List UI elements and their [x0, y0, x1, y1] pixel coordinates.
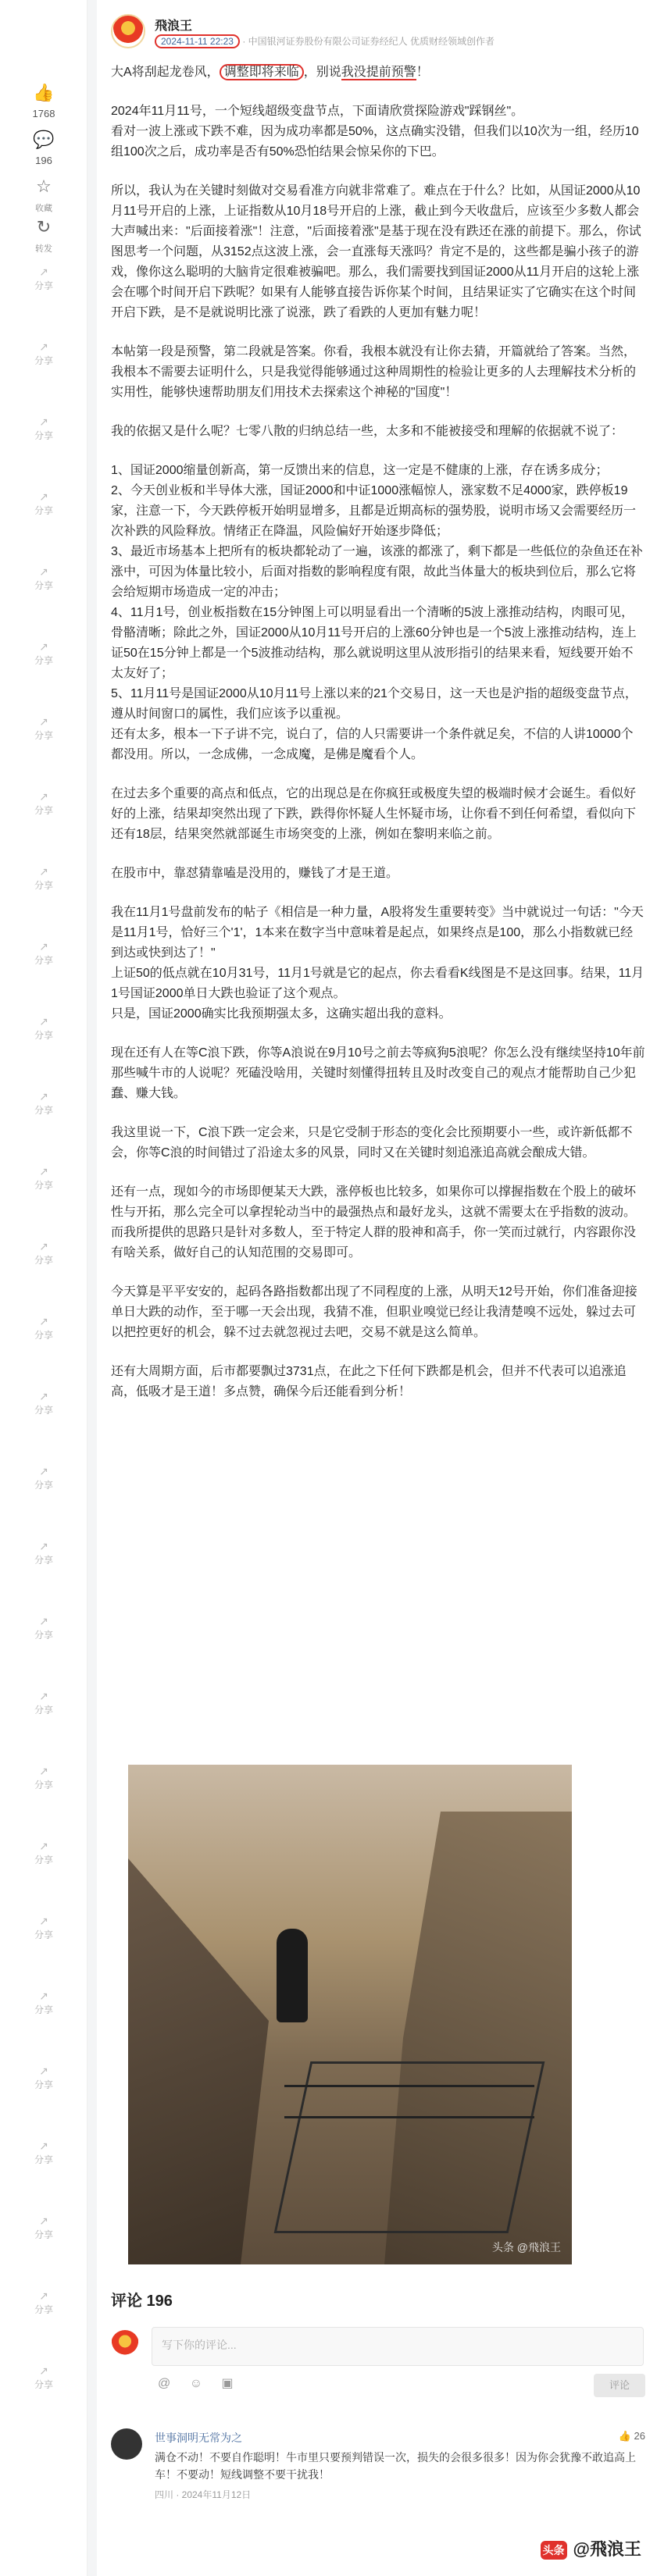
toutiao-logo: 头条 — [541, 2541, 567, 2560]
share-action[interactable] — [0, 2065, 87, 2091]
share-icon: ↗ — [39, 1390, 48, 1402]
share-label: 分享 — [34, 1705, 53, 1716]
share-icon: ↗ — [39, 1465, 48, 1477]
share-label: 分享 — [34, 1180, 53, 1191]
share-action[interactable] — [0, 2140, 87, 2166]
share-icon: ↗ — [39, 1090, 48, 1103]
share-label: 分享 — [34, 880, 53, 891]
share-label: 分享 — [34, 1405, 53, 1416]
share-label: 分享 — [34, 2079, 53, 2090]
share-label: 分享 — [34, 1555, 53, 1566]
forward-action[interactable] — [0, 216, 87, 255]
article-paragraph: 现在还有人在等C浪下跌，你等A浪说在9月10号之前去等疯狗5浪呢？你怎么没有继续坚持10年前那些喊牛市的人说呢？死磕没啥用，关键时刻懂得扭转且及时改变自己的观点才能帮助自己少犯蠢、赚大钱。 — [111, 1046, 645, 1100]
share-icon: ↗ — [39, 265, 48, 278]
comment-icon: 💬 — [33, 130, 55, 149]
article-paragraph: 我在11月1号盘前发布的帖子《相信是一种力量，A股将发生重要转变》当中就说过一句话："今天是11月1号，恰好三个'1'，1本来在数字当中意味着是起点，如果终点是100，那么小指数就已经到达或快到达了！" 上证50的低点就在10月31号，11月1号就是它的起点，你去看看K线图是不是这回事。结果，11月1号国证2000单日大跌也验证了这个观点。 只是，国证2000确实比我预期强太多，这确实超出我的意料。 — [111, 906, 645, 1021]
share-icon: ↗ — [39, 2214, 48, 2227]
platform-rail — [284, 2085, 534, 2087]
share-action[interactable] — [0, 1615, 87, 1641]
comment-meta: 四川 · 2024年11月12日 — [155, 2489, 252, 2500]
forward-icon: ↻ — [36, 217, 52, 237]
star-icon: ☆ — [36, 176, 52, 196]
share-action[interactable] — [0, 1390, 87, 1416]
comment-text: 满仓不动！不要自作聪明！牛市里只要预判错误一次，损失的会很多很多！因为你会犹豫不敢追高上车！不要动！短线调整不要干扰我！ — [155, 2451, 636, 2481]
share-icon: ↗ — [39, 1240, 48, 1252]
article-body — [111, 62, 645, 1421]
share-action[interactable] — [0, 2214, 87, 2241]
share-icon: ↗ — [39, 1990, 48, 2002]
publish-date: 2024-11-11 22:23 — [155, 34, 240, 48]
platform-frame — [274, 2061, 545, 2233]
share-icon: ↗ — [39, 1315, 48, 1327]
circled-phrase: 调整即将来临 — [220, 64, 304, 80]
watermark-handle: @飛浪王 — [573, 2539, 641, 2559]
share-icon: ↗ — [39, 640, 48, 653]
share-label: 分享 — [34, 2229, 53, 2240]
comment-submit-button[interactable]: 评论 — [594, 2374, 645, 2397]
share-action[interactable] — [0, 1465, 87, 1491]
article-photo[interactable] — [128, 1765, 572, 2264]
collect-action[interactable] — [0, 175, 87, 214]
article-paragraph: 1、国证2000缩量创新高，第一反馈出来的信息，这一定是不健康的上涨，存在诱多成分； 2、今天创业板和半导体大涨，国证2000和中证1000涨幅惊人，涨家数不足4000家，跌停板19家，注意一下，今天跌停板开始明显增多，且都是近期高标的强势股，说明市场又会需要经历一次补跌的风险释放。情绪正在降温，风险偏好开始逐步降低； 3、最近市场基本上把所有的板块都轮动了一遍，该涨的都涨了，剩下都是一些低位的杂鱼还在补涨中，可因为体量比较小，后面对指数的影响程度有限，故此当体量大的板块到位后，那么它将会给短期市场造成一定的冲击； 4、11月1号，创业板指数在15分钟图上可以明显看出一个清晰的5波上涨推动结构，肉眼可见，骨骼清晰；除此之外，国证2000从10月11号开启的上涨60分钟也是一个5波上涨推动结构，连上证50在15分钟上都是一个5波推动结构，那么就说明这里从波形指引的结果来看，短线要开始不太友好了； 5、11月11号是国证2000从10月11号上涨以来的21个交易日，这一天也是沪指的超级变盘节点，遵从时间窗口的属性，我们应该予以重视。 还有太多，根本一下子讲不完，说白了，信的人只需要讲一个条件就足矣，不信的人讲10000个都没用。所以，一念成佛，一念成魔，是佛是魔看个人。 — [111, 464, 643, 761]
like-action[interactable] — [0, 81, 87, 119]
share-icon: ↗ — [39, 790, 48, 803]
collect-label: 收藏 — [35, 204, 52, 213]
article-paragraph: 今天算是平平安安的，起码各路指数都出现了不同程度的上涨，从明天12号开始，你们准备迎接单日大跌的动作，至于哪一天会出现，我猜不准，但职业嗅觉已经让我清楚嗅不远处，躲过去可以把控更好的机会，躲不过去就忽视过去吧，交易不就是这么简单。 — [111, 1285, 637, 1339]
share-action[interactable] — [0, 415, 87, 442]
share-action[interactable] — [0, 1315, 87, 1341]
share-action[interactable] — [0, 1540, 87, 1566]
share-action[interactable] — [0, 1240, 87, 1267]
platform-rail — [284, 2116, 534, 2118]
like-count: 1768 — [32, 108, 55, 119]
watermark-badge — [541, 2536, 641, 2560]
share-icon: ↗ — [39, 940, 48, 953]
share-action[interactable] — [0, 2289, 87, 2316]
share-action[interactable] — [0, 790, 87, 817]
thumbs-up-icon: 👍 — [33, 83, 55, 102]
share-action[interactable] — [0, 1165, 87, 1192]
share-label: 分享 — [34, 2004, 53, 2015]
share-icon: ↗ — [39, 1840, 48, 1852]
share-action[interactable] — [0, 1990, 87, 2016]
share-action[interactable] — [0, 490, 87, 517]
article-paragraph: 我的依据又是什么呢？七零八散的归纳总结一些，太多和不能被接受和理解的依据就不说了： — [111, 425, 624, 438]
share-label: 分享 — [34, 355, 53, 366]
share-action[interactable] — [0, 940, 87, 967]
comment-action[interactable] — [0, 128, 87, 166]
share-label: 分享 — [34, 730, 53, 741]
share-label: 分享 — [34, 2379, 53, 2390]
share-icon: ↗ — [39, 1165, 48, 1178]
share-action[interactable] — [0, 1690, 87, 1716]
share-icon: ↗ — [39, 2140, 48, 2152]
share-icon: ↗ — [39, 1690, 48, 1702]
article-paragraph: 还有大周期方面，后市都要飘过3731点，在此之下任何下跌都是机会，但并不代表可以追涨追高，低吸才是王道！多点赞，确保今后还能看到分析！ — [111, 1365, 627, 1398]
author-avatar[interactable] — [111, 14, 145, 48]
comment-like-count: 26 — [634, 2430, 645, 2442]
share-icon: ↗ — [39, 1540, 48, 1552]
photo-watermark: 头条 @飛浪王 — [491, 2241, 561, 2254]
article-paragraph: 在过去多个重要的高点和低点，它的出现总是在你疯狂或极度失望的极端时候才会诞生。看似好好的上涨，结果却突然出现了下跌，跌得你怀疑人生怀疑市场，让你看不到任何希望，看似向下还有18层，结果突然就部诞生市场突变的上涨，例如在黎明来临之前。 — [111, 787, 637, 841]
share-label: 分享 — [34, 1780, 53, 1790]
article-paragraph: 还有一点，现如今的市场即便某天大跌，涨停板也比较多，如果你可以撑握指数在个股上的破坏性与开拓，那么完全可以拿捏轮动当中的最强热点和最好龙头，这就不需要太在乎指数的波动。而我所提供的思路只是针对多数人，至于特定人群的股神和高手，你一笑而过就行，内容跟你没有啥关系，做好自己的认知范围的交易即可。 — [111, 1185, 637, 1259]
article-paragraph: 本帖第一段是预警，第二段就是答案。你看，我根本就没有让你去猜，开篇就给了答案。当然，我根本不需要去证明什么，只是我觉得能够通过这种周期性的检验让更多的人去理解技术分析的实用性，能够快速帮助朋友们用技术去探索这个神秘的"国度"！ — [111, 345, 637, 399]
share-action[interactable] — [0, 865, 87, 892]
person-figure — [277, 1929, 308, 2022]
share-action[interactable] — [0, 2364, 87, 2391]
share-label: 分享 — [34, 505, 53, 516]
share-label: 分享 — [34, 1105, 53, 1116]
share-action[interactable] — [0, 1090, 87, 1117]
cliff-left — [128, 1858, 269, 2264]
share-action[interactable] — [0, 1915, 87, 1941]
article-paragraph: 2024年11月11号，一个短线超级变盘节点，下面请欣赏探险游戏"踩钢丝"。 看对一波上涨或下跌不难，因为成功率都是50%，这点确实没错，但我们以10次为一组，经历10组100次之后，成功率是否有50%恐怕结果会惊呆你的下巴。 — [111, 105, 639, 159]
comment-composer — [111, 2327, 645, 2413]
share-icon: ↗ — [39, 490, 48, 503]
article-paragraph: 在股市中，靠怼猜靠嗑是没用的，赚钱了才是王道。 — [111, 867, 399, 880]
share-label: 分享 — [34, 280, 53, 291]
article-lead: 大A将刮起龙卷风， 调整即将来临 ，别说我没提前预警！ — [111, 66, 429, 79]
share-label: 分享 — [34, 1855, 53, 1865]
share-action[interactable] — [0, 565, 87, 592]
author-meta — [155, 34, 495, 48]
comment-input[interactable]: 写下你的评论... — [152, 2327, 644, 2366]
article-paragraphs — [111, 102, 645, 1402]
share-label: 分享 — [34, 655, 53, 666]
article-paragraph: 所以，我认为在关键时刻做对交易看准方向就非常难了。难点在于什么？比如，从国证2000从10月11号开启的上涨，上证指数从10月18号开启的上涨，截止到今天收盘后，应该至少多数人都会大声喊出来："后面接着涨"！注意，"后面接着涨"是基于现在没有跌还在涨的前提下。那么，你试图思考一个问题，从3152点这波上涨，会一直涨每天涨吗？肯定不是的，这些都是骗小孩子的游戏，像你这么聪明的大脑肯定很难被骗吧。那么，我们需要找到国证2000从11月开启的这轮上涨会在哪个时间开启下跌呢？如果有人能够直接告诉你某个时间，且结果证实了它确实在这个时间开启下跌，是不是就说明比涨了说涨，跌了看跌的人更加有魅力呢！ — [111, 184, 641, 319]
share-icon: ↗ — [39, 2364, 48, 2377]
share-label: 分享 — [34, 2304, 53, 2315]
share-action[interactable] — [0, 1840, 87, 1866]
commenter-avatar[interactable] — [111, 2428, 142, 2460]
share-icon: ↗ — [39, 2289, 48, 2302]
comment-like[interactable]: 👍 26 — [618, 2430, 645, 2442]
share-label: 分享 — [34, 1480, 53, 1491]
user-avatar — [111, 2330, 139, 2358]
share-action[interactable] — [0, 715, 87, 742]
share-label: 分享 — [34, 1630, 53, 1641]
underlined-phrase: 我没提前预警 — [341, 66, 416, 79]
share-icon: ↗ — [39, 1765, 48, 1777]
share-icon: ↗ — [39, 1015, 48, 1028]
share-label: 分享 — [34, 1030, 53, 1041]
share-label: 分享 — [34, 430, 53, 441]
share-label: 分享 — [34, 1255, 53, 1266]
share-icon: ↗ — [39, 1915, 48, 1927]
share-action[interactable] — [0, 265, 87, 292]
share-action[interactable] — [0, 340, 87, 367]
comment-count: 196 — [35, 155, 52, 166]
share-icon: ↗ — [39, 340, 48, 353]
share-label: 分享 — [34, 1929, 53, 1940]
share-icon: ↗ — [39, 715, 48, 728]
author-credential: · 中国银河证券股份有限公司证券经纪人 优质财经领域创作者 — [242, 36, 495, 47]
share-icon: ↗ — [39, 1615, 48, 1627]
composer-tools[interactable]: @ ☺ ▣ — [158, 2377, 241, 2390]
author-name[interactable]: 飛浪王 — [155, 20, 193, 33]
share-label: 分享 — [34, 955, 53, 966]
share-label: 分享 — [34, 805, 53, 816]
article-paragraph: 我这里说一下，C浪下跌一定会来，只是它受制于形态的变化会比预期要小一些，或许新低都不会，你等C浪的时间错过了沿途太多的风景，同时又在关键时刻追涨追高就会酿成大错。 — [111, 1126, 633, 1160]
share-label: 分享 — [34, 1330, 53, 1341]
share-icon: ↗ — [39, 865, 48, 878]
share-action[interactable] — [0, 1765, 87, 1791]
share-icon: ↗ — [39, 565, 48, 578]
forward-label: 转发 — [35, 244, 52, 254]
share-icon: ↗ — [39, 2065, 48, 2077]
share-label: 分享 — [34, 2154, 53, 2165]
share-action[interactable] — [0, 640, 87, 667]
commenter-name[interactable]: 世事洞明无常为之 — [155, 2432, 242, 2444]
share-icon: ↗ — [39, 415, 48, 428]
share-action[interactable] — [0, 1015, 87, 1042]
comment-title: 评论 196 — [111, 2293, 173, 2310]
share-label: 分享 — [34, 580, 53, 591]
action-rail — [0, 0, 87, 2576]
